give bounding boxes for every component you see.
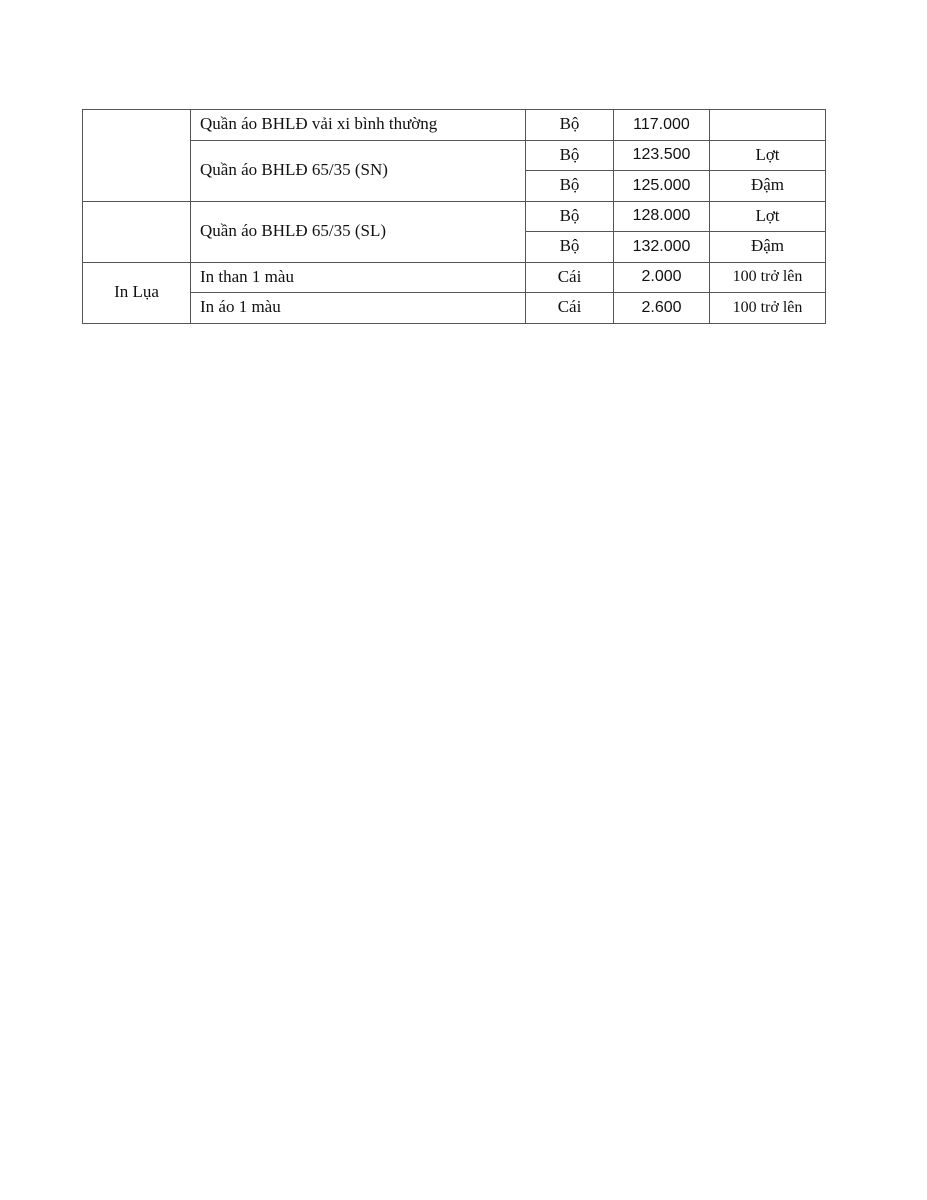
table-row — [83, 293, 826, 324]
note-cell: Lợt — [710, 201, 826, 232]
note-cell: 100 trở lên — [710, 262, 826, 293]
category-cell — [83, 201, 191, 262]
price-cell: 2.000 — [614, 262, 710, 293]
price-cell: 123.500 — [614, 140, 710, 171]
table-row — [83, 201, 826, 232]
table-row — [83, 262, 826, 293]
price-cell: 117.000 — [614, 110, 710, 141]
product-cell: Quần áo BHLĐ 65/35 (SN) — [191, 140, 526, 201]
product-cell: In than 1 màu — [191, 262, 526, 293]
note-cell: Đậm — [710, 232, 826, 263]
product-cell: Quần áo BHLĐ 65/35 (SL) — [191, 201, 526, 262]
note-cell: Lợt — [710, 140, 826, 171]
category-cell: In Lụa — [83, 262, 191, 323]
price-cell: 2.600 — [614, 293, 710, 324]
unit-cell: Bộ — [526, 232, 614, 263]
unit-cell: Cái — [526, 262, 614, 293]
product-cell: Quần áo BHLĐ vải xi bình thường — [191, 110, 526, 141]
unit-cell: Bộ — [526, 110, 614, 141]
note-cell: Đậm — [710, 171, 826, 202]
unit-cell: Bộ — [526, 201, 614, 232]
category-cell — [83, 110, 191, 202]
price-cell: 125.000 — [614, 171, 710, 202]
price-cell: 132.000 — [614, 232, 710, 263]
unit-cell: Bộ — [526, 171, 614, 202]
product-cell: In áo 1 màu — [191, 293, 526, 324]
price-table — [82, 109, 826, 324]
unit-cell: Bộ — [526, 140, 614, 171]
table-row — [83, 110, 826, 141]
note-cell: 100 trở lên — [710, 293, 826, 324]
price-cell: 128.000 — [614, 201, 710, 232]
note-cell — [710, 110, 826, 141]
unit-cell: Cái — [526, 293, 614, 324]
table-row — [83, 140, 826, 171]
